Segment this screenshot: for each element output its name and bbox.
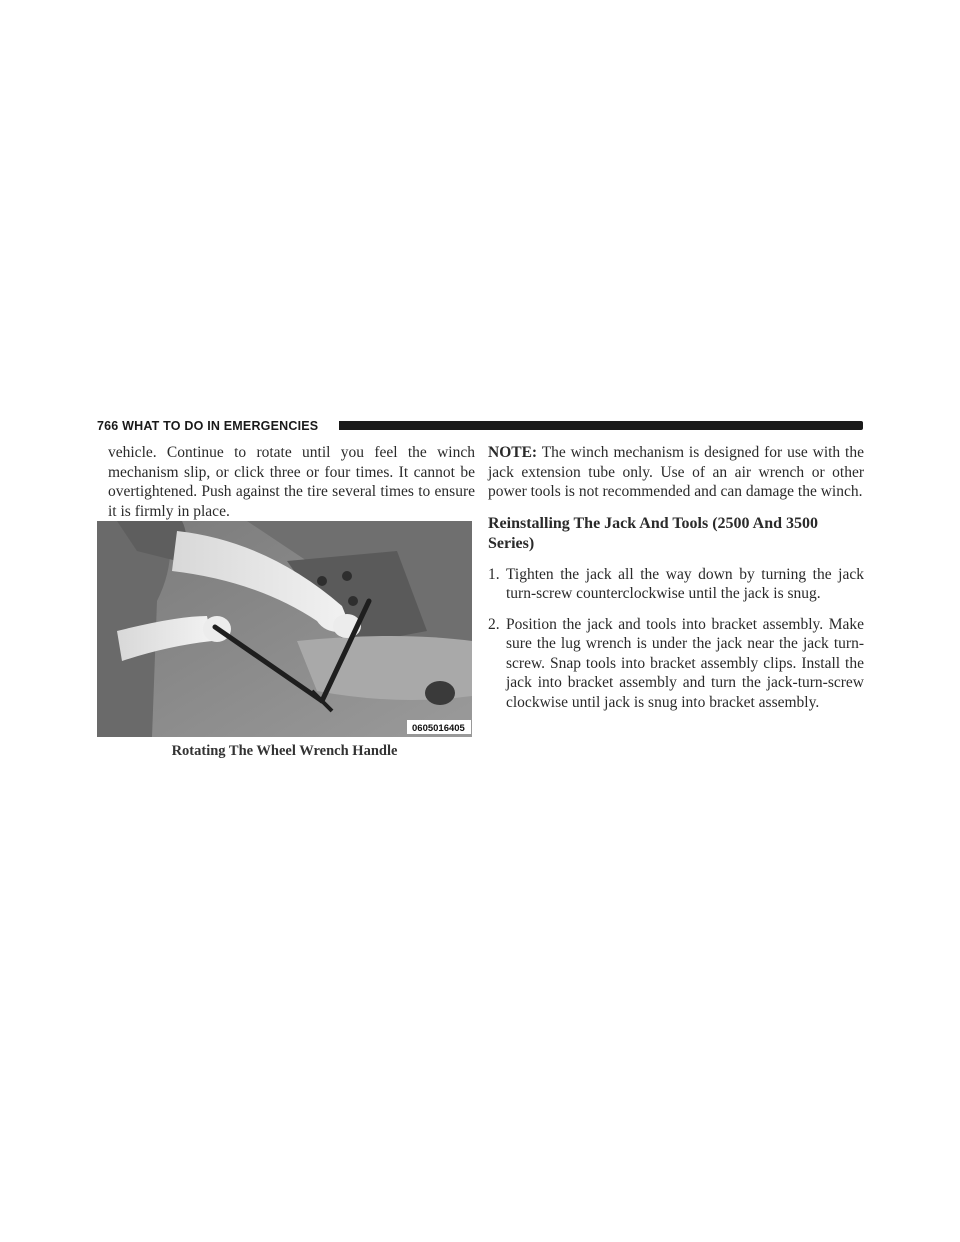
step-1 [488, 565, 864, 604]
step-text: Position the jack and tools into bracket assembly. Make sure the lug wrench is under the jack near the jack turn-screw. Snap tools into bracket assembly clips. Install the jack into bracket assembly and turn the jack-turn-screw clockwise until jack is snug into bracket assembly. [506, 615, 864, 711]
left-column [100, 443, 475, 521]
page-header [97, 418, 863, 434]
header-rule [339, 421, 863, 430]
figure-code: 0605016405 [412, 723, 465, 734]
step-text: Tighten the jack all the way down by turning the jack turn-screw counterclockwise until the jack is snug. [506, 565, 864, 602]
step-number: 2. [488, 615, 500, 633]
wheel-wrench-illustration [97, 521, 472, 737]
continued-paragraph: vehicle. Continue to rotate until you feel the winch mechanism slip, or click three or four times. It cannot be overtightened. Push against the tire several times to ensure it is firmly in place. [108, 444, 475, 520]
note-paragraph [488, 443, 864, 502]
section-heading: Reinstalling The Jack And Tools (2500 And 3500 Series) [488, 514, 819, 552]
right-column [488, 443, 864, 712]
note-label: NOTE: [488, 444, 538, 461]
page-number-section-title: 766 WHAT TO DO IN EMERGENCIES [97, 419, 319, 433]
step-2 [488, 615, 864, 713]
step-number: 1. [488, 565, 500, 583]
figure-caption: Rotating The Wheel Wrench Handle [171, 743, 398, 759]
note-text: The winch mechanism is designed for use with the jack extension tube only. Use of an air wrench or other power tools is not recommended and can damage the winch. [488, 444, 864, 500]
wrench-photo-svg [97, 521, 472, 737]
